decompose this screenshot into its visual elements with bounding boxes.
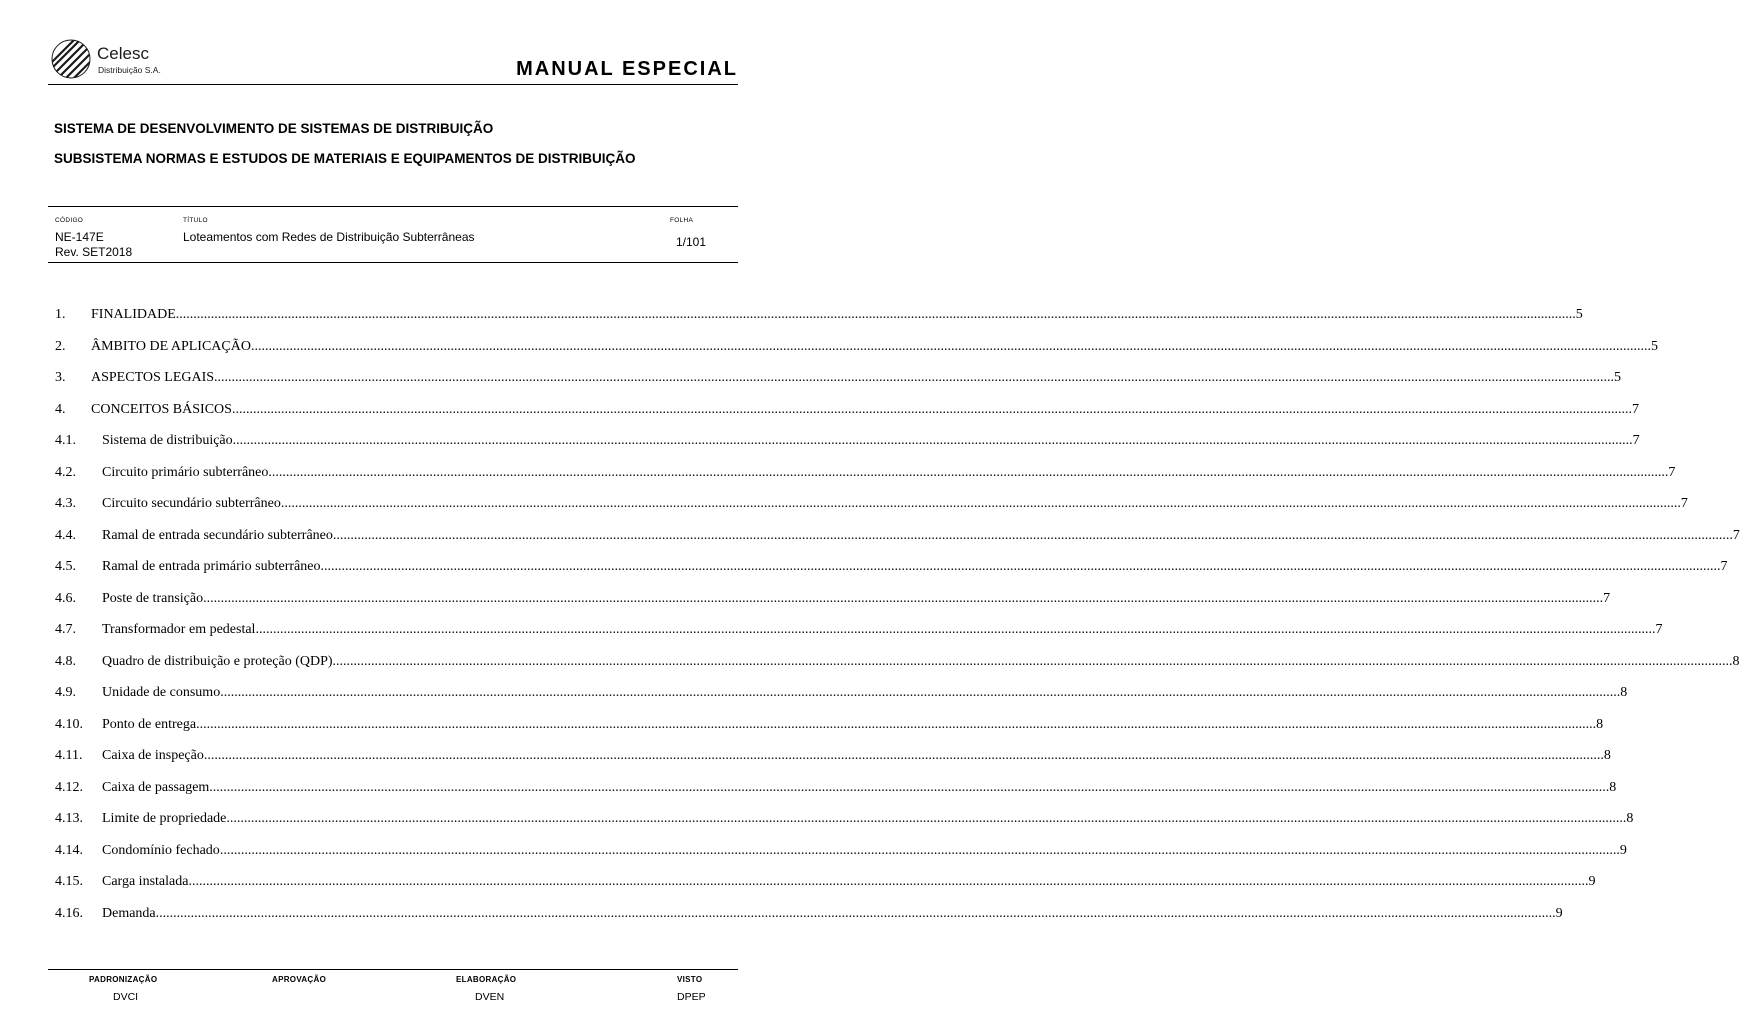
standardization-label: PADRONIZAÇÃO [89, 975, 158, 984]
document-type-title: MANUAL ESPECIAL [516, 58, 738, 80]
toc-entry-number: 4.11. [55, 748, 83, 763]
toc-entry-title: Sistema de distribuição [102, 433, 233, 448]
toc-entry-title: FINALIDADE [91, 307, 176, 322]
toc-dot-leader: ................................................................................................................................................................................................................................................................................................................................................................................................................ [232, 433, 1633, 448]
document-code: NE-147E [55, 230, 104, 244]
toc-entry-page: 7 [1720, 559, 1728, 574]
toc-dot-leader: ................................................................................................................................................................................................................................................................................................................................................................................................................ [280, 496, 1681, 511]
toc-entry[interactable] [55, 653, 1740, 686]
toc-entry-number: 4.5. [55, 559, 76, 574]
toc-entry-number: 4.13. [55, 811, 83, 826]
toc-entry[interactable] [55, 685, 1628, 717]
toc-dot-leader: ................................................................................................................................................................................................................................................................................................................................................................................................................ [320, 559, 1721, 574]
system-title: SISTEMA DE DESENVOLVIMENTO DE SISTEMAS DE DISTRIBUIÇÃO [54, 121, 494, 136]
toc-entry[interactable] [55, 874, 1596, 906]
toc-entry-page: 7 [1632, 433, 1640, 448]
toc-entry-title: Quadro de distribuição e proteção (QDP) [102, 653, 333, 669]
toc-entry-page: 9 [1588, 874, 1596, 889]
toc-entry-number: 4.8. [55, 653, 76, 669]
toc-entry-number: 4.7. [55, 622, 76, 637]
subsystem-title: SUBSISTEMA NORMAS E ESTUDOS DE MATERIAIS E EQUIPAMENTOS DE DISTRIBUIÇÃO [54, 151, 636, 166]
toc-entry-page: 7 [1631, 401, 1639, 417]
company-logo [50, 38, 170, 80]
toc-entry-page: 7 [1603, 590, 1611, 606]
standardization-value: DVCI [113, 991, 139, 1003]
elaboration-label: ELABORAÇÃO [456, 975, 517, 984]
toc-entry-page: 5 [1575, 307, 1583, 322]
elaboration-value: DVEN [475, 991, 505, 1003]
toc-dot-leader: ................................................................................................................................................................................................................................................................................................................................................................................................................ [231, 401, 1632, 417]
brand-subtitle: Distribuição S.A. [98, 65, 161, 75]
toc-entry[interactable] [55, 338, 1658, 371]
visa-label: VISTO [677, 975, 703, 984]
toc-entry-number: 4.2. [55, 464, 76, 480]
toc-entry-number: 4.6. [55, 590, 76, 606]
toc-dot-leader: ................................................................................................................................................................................................................................................................................................................................................................................................................ [155, 905, 1556, 921]
toc-entry[interactable] [55, 464, 1676, 497]
approval-label: APROVAÇÃO [272, 975, 327, 984]
toc-dot-leader: ................................................................................................................................................................................................................................................................................................................................................................................................................ [196, 716, 1597, 732]
toc-entry-number: 4.1. [55, 433, 76, 448]
toc-dot-leader: ................................................................................................................................................................................................................................................................................................................................................................................................................ [188, 874, 1589, 889]
toc-entry-page: 8 [1603, 748, 1611, 763]
toc-entry[interactable] [55, 779, 1617, 812]
toc-entry-number: 4.16. [55, 905, 83, 921]
title-label: TÍTULO [183, 217, 208, 224]
toc-entry-page: 7 [1655, 622, 1663, 637]
toc-entry-page: 7 [1668, 464, 1676, 480]
toc-dot-leader: ................................................................................................................................................................................................................................................................................................................................................................................................................ [209, 779, 1610, 795]
toc-dot-leader: ................................................................................................................................................................................................................................................................................................................................................................................................................ [220, 685, 1621, 700]
toc-entry-title: Ramal de entrada secundário subterrâneo [102, 527, 333, 543]
document-title: Loteamentos com Redes de Distribuição Subterrâneas [183, 230, 475, 244]
toc-entry-title: Condomínio fechado [102, 842, 220, 858]
toc-entry[interactable] [55, 527, 1740, 560]
toc-entry-number: 4.15. [55, 874, 83, 889]
toc-entry-title: Poste de transição [102, 590, 204, 606]
toc-entry-page: 7 [1732, 527, 1740, 543]
toc-entry-page: 5 [1614, 370, 1622, 385]
toc-entry-title: Transformador em pedestal [102, 622, 256, 637]
info-bottom-divider [48, 262, 738, 263]
toc-entry-number: 1. [55, 307, 66, 322]
toc-entry-number: 3. [55, 370, 66, 385]
toc-entry-number: 4.3. [55, 496, 76, 511]
toc-entry-title: Unidade de consumo [102, 685, 221, 700]
toc-entry[interactable] [55, 433, 1640, 465]
toc-entry[interactable] [55, 622, 1663, 654]
toc-entry-title: Ponto de entrega [102, 716, 197, 732]
toc-entry-title: Limite de propriedade [102, 811, 227, 826]
toc-entry-page: 5 [1650, 338, 1658, 354]
toc-entry-title: Ramal de entrada primário subterrâneo [102, 559, 321, 574]
celesc-logo-icon [50, 38, 92, 80]
toc-dot-leader: ................................................................................................................................................................................................................................................................................................................................................................................................................ [332, 653, 1733, 669]
brand-name: Celesc [97, 44, 149, 63]
toc-entry-title: CONCEITOS BÁSICOS [91, 401, 232, 417]
toc-entry-page: 8 [1620, 685, 1628, 700]
toc-entry-page: 9 [1619, 842, 1627, 858]
toc-entry-number: 4.12. [55, 779, 83, 795]
toc-entry-number: 4.9. [55, 685, 76, 700]
toc-entry[interactable] [55, 496, 1688, 528]
toc-entry-page: 8 [1596, 716, 1604, 732]
info-top-divider [48, 206, 738, 207]
visa-value: DPEP [677, 991, 706, 1003]
toc-dot-leader: ................................................................................................................................................................................................................................................................................................................................................................................................................ [250, 338, 1651, 354]
toc-entry-title: Caixa de inspeção [102, 748, 204, 763]
header-divider [48, 84, 738, 85]
toc-entry[interactable] [55, 811, 1634, 843]
toc-entry-title: Circuito secundário subterrâneo [102, 496, 281, 511]
toc-entry-title: Carga instalada [102, 874, 189, 889]
toc-entry-number: 4.10. [55, 716, 83, 732]
toc-entry[interactable] [55, 842, 1627, 875]
toc-entry-title: Caixa de passagem [102, 779, 210, 795]
toc-entry[interactable] [55, 748, 1611, 780]
toc-dot-leader: ................................................................................................................................................................................................................................................................................................................................................................................................................ [226, 811, 1627, 826]
toc-entry[interactable] [55, 370, 1622, 402]
toc-entry-number: 4.14. [55, 842, 83, 858]
toc-entry-title: ASPECTOS LEGAIS [91, 370, 215, 385]
toc-entry[interactable] [55, 716, 1604, 749]
toc-entry-page: 7 [1680, 496, 1688, 511]
toc-entry[interactable] [55, 590, 1611, 623]
toc-dot-leader: ................................................................................................................................................................................................................................................................................................................................................................................................................ [268, 464, 1669, 480]
sheet-number: 1/101 [676, 235, 707, 249]
toc-entry-page: 9 [1555, 905, 1563, 921]
toc-entry-number: 2. [55, 338, 66, 354]
toc-entry-title: Demanda [102, 905, 156, 921]
toc-entry-title: Circuito primário subterrâneo [102, 464, 269, 480]
toc-dot-leader: ................................................................................................................................................................................................................................................................................................................................................................................................................ [175, 307, 1576, 322]
toc-entry-number: 4. [55, 401, 66, 417]
toc-entry-page: 8 [1732, 653, 1740, 669]
sheet-label: FOLHA [670, 217, 694, 224]
toc-entry-page: 8 [1609, 779, 1617, 795]
toc-entry[interactable] [55, 559, 1728, 591]
toc-entry-number: 4.4. [55, 527, 76, 543]
toc-dot-leader: ................................................................................................................................................................................................................................................................................................................................................................................................................ [203, 590, 1604, 606]
toc-entry[interactable] [55, 905, 1563, 938]
toc-dot-leader: ................................................................................................................................................................................................................................................................................................................................................................................................................ [214, 370, 1615, 385]
toc-entry-title: ÂMBITO DE APLICAÇÃO [91, 338, 251, 354]
table-of-contents [55, 307, 1740, 937]
footer-divider [48, 969, 738, 970]
toc-dot-leader: ................................................................................................................................................................................................................................................................................................................................................................................................................ [219, 842, 1620, 858]
toc-dot-leader: ................................................................................................................................................................................................................................................................................................................................................................................................................ [332, 527, 1733, 543]
toc-entry[interactable] [55, 401, 1639, 434]
toc-dot-leader: ................................................................................................................................................................................................................................................................................................................................................................................................................ [255, 622, 1656, 637]
toc-entry-page: 8 [1626, 811, 1634, 826]
document-revision: Rev. SET2018 [55, 245, 133, 259]
toc-dot-leader: ................................................................................................................................................................................................................................................................................................................................................................................................................ [203, 748, 1604, 763]
toc-entry[interactable] [55, 307, 1583, 339]
code-label: CÓDIGO [55, 217, 84, 224]
